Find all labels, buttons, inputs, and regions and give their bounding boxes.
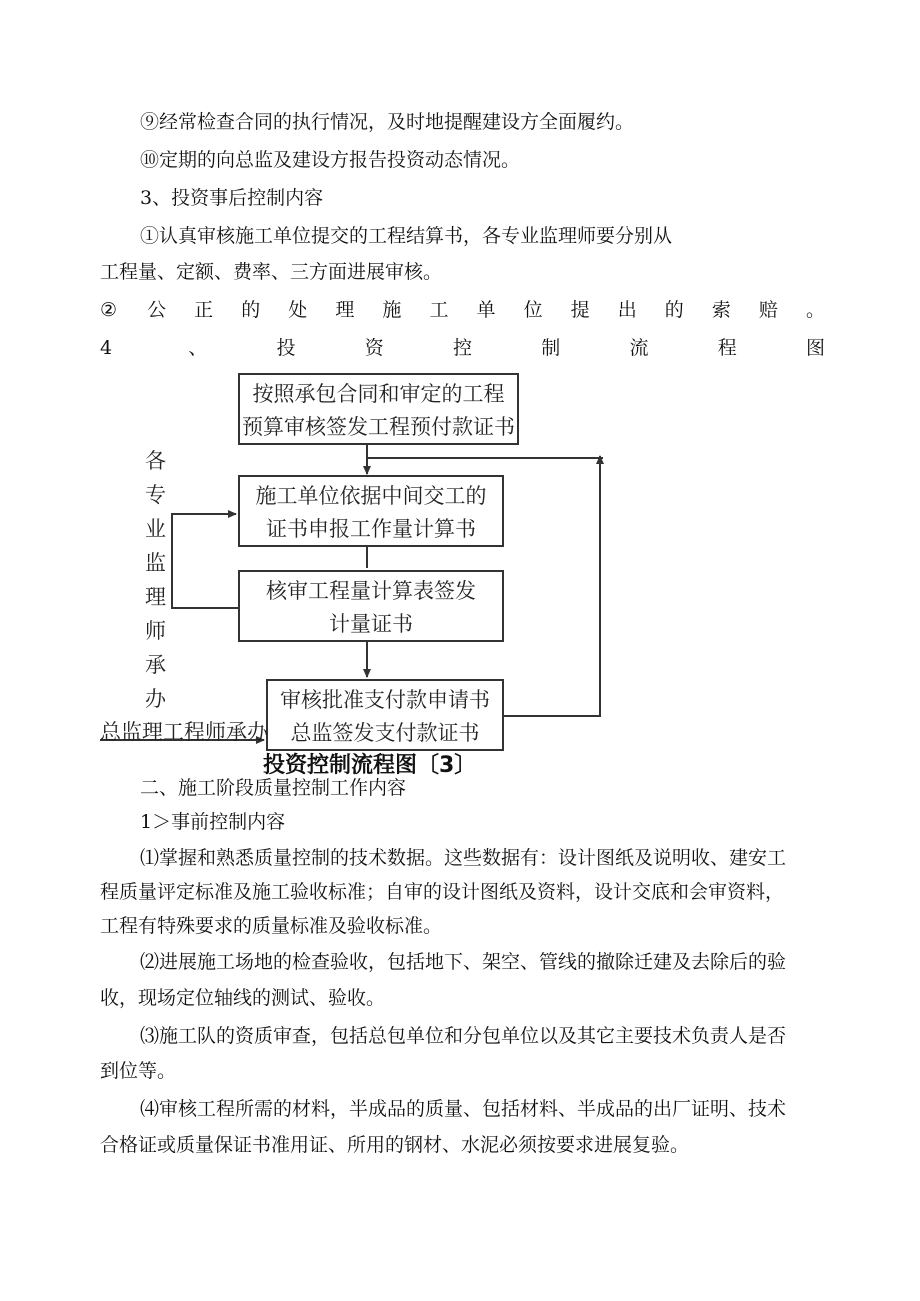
- spread-char: 。: [806, 299, 826, 321]
- box1-line2: 预算审核签发工程预付款证书: [242, 415, 515, 439]
- paragraph-item-p1-cont: 程质量评定标准及施工验收标准；自审的设计图纸及资料，设计交底和会审资料，: [100, 881, 785, 903]
- paragraph-item-p2: ⑵进展施工场地的检查验收，包括地下、架空、管线的撤除迁建及去除后的验: [140, 951, 787, 973]
- box1-line1: 按照承包合同和审定的工程: [252, 382, 505, 406]
- chief-engineer-label: 总监理工程师承办: [100, 720, 268, 744]
- vertical-label-char: 业: [145, 517, 166, 541]
- paragraph-item-p4-cont: 合格证或质量保证书准用证、所用的钢材、水泥必须按要求进展复验。: [100, 1134, 690, 1156]
- spread-char: 提: [570, 299, 590, 321]
- bracket-connector: [172, 514, 238, 608]
- spread-char: 的: [241, 299, 261, 321]
- spread-char: 出: [617, 299, 637, 321]
- vertical-label-char: 专: [145, 483, 166, 507]
- subheading-pre-control: 1＞事前控制内容: [140, 811, 286, 833]
- section-heading-quality: 二、施工阶段质量控制工作内容: [140, 777, 407, 799]
- spread-char: 、: [188, 337, 208, 359]
- box2-line2: 证书申报工作量计算书: [266, 517, 476, 541]
- spread-char: 位: [523, 299, 543, 321]
- spread-char: 控: [453, 337, 473, 359]
- spread-char: 图: [806, 337, 826, 359]
- spread-char: 资: [364, 337, 384, 359]
- vertical-label-char: 各: [145, 449, 166, 473]
- spread-char: 处: [288, 299, 308, 321]
- paragraph-item-p1: ⑴掌握和熟悉质量控制的技术数据。这些数据有：设计图纸及说明收、建安工: [140, 847, 787, 869]
- paragraph-item-p3: ⑶施工队的资质审查，包括总包单位和分包单位以及其它主要技术负责人是否: [140, 1025, 787, 1047]
- vertical-label-char: 监: [145, 551, 166, 575]
- flowchart-box-measurement-certificate: [238, 570, 504, 642]
- flowchart-box-advance-payment: [238, 373, 519, 445]
- box3-line1: 核审工程量计算表签发: [266, 579, 476, 603]
- spread-char: 4: [100, 337, 113, 359]
- paragraph-item-p2-cont: 收，现场定位轴线的测试、验收。: [100, 987, 386, 1009]
- spread-char: 程: [717, 337, 737, 359]
- spread-char: 公: [147, 299, 167, 321]
- spread-char: 投: [276, 337, 296, 359]
- spread-char: 赔: [758, 299, 778, 321]
- paragraph-item-p3-cont: 到位等。: [100, 1060, 177, 1082]
- box2-line1: 施工单位依据中间交工的: [255, 484, 487, 508]
- spread-char: 索: [711, 299, 731, 321]
- spread-char: 理: [335, 299, 355, 321]
- vertical-label-char: 师: [145, 619, 166, 643]
- spread-char: 单: [476, 299, 496, 321]
- spread-char: 的: [664, 299, 684, 321]
- spread-char: 正: [194, 299, 214, 321]
- flowchart-caption: 投资控制流程图〔3〕: [263, 753, 477, 778]
- paragraph-item-1: ①认真审核施工单位提交的工程结算书，各专业监理师要分别从: [140, 225, 673, 247]
- section-heading-3: 3、投资事后控制内容: [140, 187, 324, 209]
- spread-char: 流: [629, 337, 649, 359]
- flowchart-box-workload-report: [238, 475, 504, 547]
- spread-char: ②: [100, 299, 118, 321]
- flowchart-box-payment-approval: [266, 679, 504, 751]
- box3-line2: 计量证书: [329, 612, 413, 636]
- spread-char: 工: [429, 299, 449, 321]
- spread-char: 制: [541, 337, 561, 359]
- paragraph-item-p4: ⑷审核工程所需的材料，半成品的质量、包括材料、半成品的出厂证明、技术: [140, 1098, 787, 1120]
- vertical-label-char: 理: [145, 585, 166, 609]
- vertical-label-char: 承: [145, 653, 166, 677]
- paragraph-item-10: ⑩定期的向总监及建设方报告投资动态情况。: [140, 149, 521, 171]
- paragraph-item-9: ⑨经常检查合同的执行情况，及时地提醒建设方全面履约。: [140, 111, 635, 133]
- paragraph-item-1-cont: 工程量、定额、费率、三方面进展审核。: [100, 261, 443, 283]
- vertical-label-char: 办: [145, 687, 166, 711]
- box4-line2: 总监签发支付款证书: [290, 721, 480, 745]
- box4-line1: 审核批准支付款申请书: [280, 688, 490, 712]
- loop-connector: [504, 456, 600, 716]
- paragraph-item-p1-cont: 工程有特殊要求的质量标准及验收标准。: [100, 915, 443, 937]
- spread-char: 施: [382, 299, 402, 321]
